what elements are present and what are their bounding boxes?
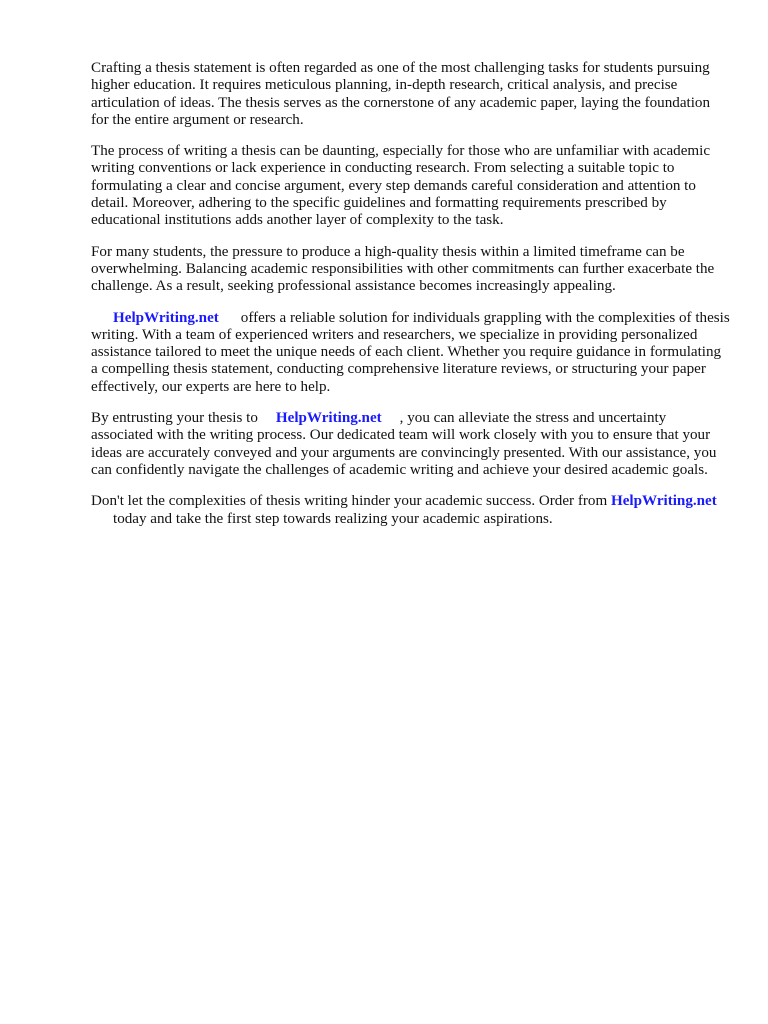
paragraph-intro: Crafting a thesis statement is often regarded as one of the most challenging tasks for students pursuing higher education. It requires meticulous planning, in-depth research, critical analysis, and precise articulation of ideas. The thesis serves as the cornerstone of any academic paper, laying the foundation for the entire argument or research. [91,60,710,128]
paragraph-solution-text: offers a reliable solution for individuals grappling with the complexities of thesis writing. With a team of experienced writers and researchers, we specialize in providing personalized assistance tailored to meet the unique needs of each client. Whether you require guidance in formulating a compelling thesis statement, conducting comprehensive literature reviews, or structuring your paper effectively, our experts are here to help. [91,309,730,395]
paragraph-process: The process of writing a thesis can be daunting, especially for those who are unfamiliar with academic writing conventions or lack experience in conducting research. From selecting a suitable topic to formulating a clear and concise argument, every step demands careful consideration and attention to detail. Moreover, adhering to the specific guidelines and formatting requirements prescribed by educational institutions adds another layer of complexity to the task. [91,143,711,229]
paragraph-entrust-lead: By entrusting your thesis to [91,410,258,427]
paragraph-cta-text: today and take the first step towards realizing your academic aspirations. [113,510,553,527]
paragraph-pressure: For many students, the pressure to produce a high-quality thesis within a limited timeframe can be overwhelming. Balancing academic responsibilities with other commitments can further exacerbate the challenge. As a result, seeking professional assistance becomes increasingly appealing. [91,243,715,295]
helpwriting-link-3[interactable]: HelpWriting.net [610,493,717,510]
paragraph-entrust [91,410,731,479]
document-body [91,60,731,542]
helpwriting-link-1[interactable]: HelpWriting.net [113,309,219,326]
paragraph-cta-lead: Don't let the complexities of thesis writing hinder your academic success. Order from [91,493,608,510]
paragraph-call-to-action [91,493,731,528]
helpwriting-link-2[interactable]: HelpWriting.net [275,410,382,427]
paragraph-entrust-text: , you can alleviate the stress and uncertainty associated with the writing process. Our dedicated team will work closely with you to ensure that your ideas are accurately conveyed and your arguments are convincingly presented. With our assistance, you can confidently navigate the challenges of academic writing and achieve your desired academic goals. [91,410,717,478]
paragraph-solution [91,310,731,396]
